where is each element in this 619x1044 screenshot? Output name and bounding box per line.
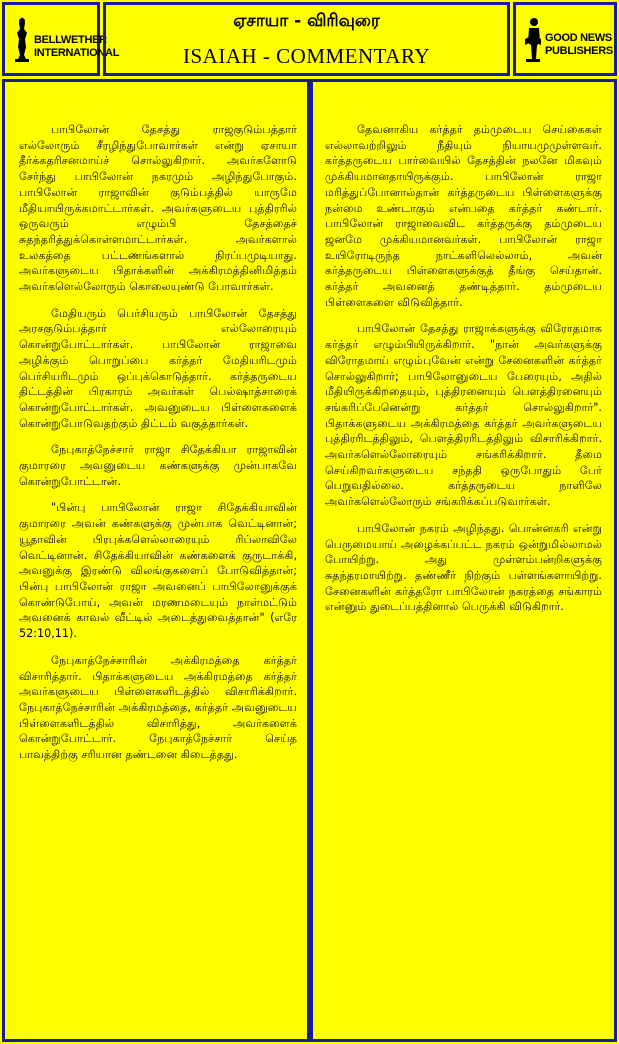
left-paragraph-5: நேபுகாத்நேச்சாரின் அக்கிரமத்தை கர்த்தர் விசாரித்தார். பிதாக்களுடைய அக்கிரமத்தை கர்த்தர் அவர்களுடைய பிள்ளைகளிடத்தில் விசாரிக்கிறார். நேபுகாத்நேச்சாரின் அக்கிரமத்தை, கர்த்தர் அவனுடைய பிள்ளைகளிடத்தில் விசாரித்து, அவர்களைக் கொன்றுபோட்டார். நேபுகாத்நேச்சார் செய்த பாவத்திற்கு சரியான தண்டனை கிடைத்தது. bbox=[19, 653, 297, 762]
right-paragraph-1: தேவனாகிய கர்த்தர் தம்முடைய செய்கைகள் எல்லாவற்றிலும் நீதியும் நியாயமுமுள்ளவர். கர்த்தருடைய பார்வையில் தேசத்தின் நலனே மிகவும் முக்கியமானதாயிருக்கும். பாபிலோன் ராஜா மரித்துப்போனால்தான் கர்த்தருடைய பிள்ளைகளுக்கு நன்மை உண்டாகும் என்பதை கர்த்தர் கண்டார். பாபிலோன் ராஜாவைவிட கர்த்தருக்கு தம்முடைய ஜனமே முக்கியமானவர்கள். பாபிலோன் ராஜா உயிரோடிருந்த நாட்களிலெல்லாம், அவன் கர்த்தருடைய பிள்ளைகளுக்குத் தீங்கு செய்தான். கர்த்தர் அவனைத் தண்டித்தார். தம்முடைய பிள்ளைகளை விடுவித்தார். bbox=[325, 123, 602, 309]
logo-left-line2: INTERNATIONAL bbox=[34, 47, 120, 59]
title-box bbox=[103, 2, 510, 76]
right-paragraph-3: பாபிலோன் நகரம் அழிந்தது. பொன்னகரி என்று பெருமையாய் அழைக்கப்பட்ட நகரம் ஒன்றுமில்லாமல் போயிற்று. அது முள்ளம்பன்றிகளுக்கு சுதந்தரமாயிற்று. தண்ணீர் நிற்கும் பள்ளங்களாயிற்று. சேனைகளின் கர்த்தரோ பாபிலோன் நகரத்தை சங்காரம் என்னும் துடைப்பத்தினால் பெருக்கி விடுகிறார். bbox=[325, 521, 602, 614]
logo-left-line1: BELLWETHER bbox=[34, 34, 107, 46]
right-paragraph-2: பாபிலோன் தேசத்து ராஜாக்களுக்கு விரோதமாக கர்த்தர் எழும்பியிருக்கிறார். "நான் அவர்களுக்கு விரோதமாய் எழும்புவேன் என்று சேனைகளின் கர்த்தர் சொல்லுகிறார்; பாபிலோனுடைய பேரையும், அதில் மீதியிருக்கிறதையும், புத்திரனையும் பௌத்திரனையும் சங்கரிப்பேனென்று கர்த்தர் சொல்லுகிறார்". பிதாக்களுடைய அக்கிரமத்தை கர்த்தர் அவர்களுடைய புத்திரரிடத்திலும், பௌத்திரரிடத்திலும் விசாரிக்கிறார். அவர்களெல்லோரையும் சங்கரிக்கிறார். தீமை செய்கிறவர்களுடைய சந்ததி ஒருபோதும் பேர் பெறுவதில்லை. கர்த்தருடைய நாளிலே அவர்களெல்லோரும் சங்கரிக்கப்படுவார்கள். bbox=[325, 322, 602, 509]
right-text-column bbox=[310, 79, 617, 1042]
left-paragraph-4: "பின்பு பாபிலோன் ராஜா சிதேக்கியாவின் குமாரரை அவன் கண்களுக்கு முன்பாக வெட்டினான்; யூதாவின் பிரபுக்களெல்லாரையும் ரிப்லாவிலே வெட்டினான். சிதேக்கியாவின் கண்களைக் குருடாக்கி, அவனுக்கு இரண்டு விலங்குகளைப் போடுவித்தான்; பின்பு பாபிலோன் ராஜா அவனைப் பாபிலோனுக்குக் கொண்டுபோய், அவன் மரணமடையும் நாள்மட்டும் அவனைக் காவல் வீட்டில் அடைத்துவைத்தான்" (எரே 52:10,11). bbox=[19, 501, 297, 641]
page-title-tamil: ஏசாயா - விரிவுரை bbox=[233, 11, 380, 31]
bellwether-ram-icon bbox=[13, 15, 31, 65]
logo-right-line2: PUBLISHERS bbox=[545, 45, 613, 57]
logo-right-line1: GOOD NEWS bbox=[545, 32, 612, 44]
left-paragraph-1: பாபிலோன் தேசத்து ராஜகுடும்பத்தார் எல்லோரும் சீரழிந்துபோவார்கள் என்று ஏசாயா தீர்க்கதரிசனமாய்ச் சொல்லுகிறார். அவர்களோடு சேர்ந்து பாபிலோன் நகரமும் அழிந்துபோகும். பாபிலோன் ராஜாவின் குடும்பத்தில் யாருமே மீதியாயிருக்கமாட்டார்கள். அவர்களுடைய புத்திரரில் ஒருவரும் எழும்பி தேசத்தைச் சுதந்தரித்துக்கொள்ளமாட்டார்கள். அவர்களால் உலகத்தை பட்டணங்களால் நிரப்பமுடியாது. அவர்களுடைய பிதாக்களின் அக்கிரமத்தினிமித்தம் அவர்களெல்லோரும் கொலையுண்டு போவார்கள். bbox=[19, 123, 297, 294]
publisher-logo-box-right bbox=[513, 2, 617, 76]
good-news-logo bbox=[524, 15, 613, 65]
book-reader-icon bbox=[524, 15, 542, 65]
left-paragraph-2: மேதியரும் பெர்சியரும் பாபிலோன் தேசத்து அரசகுடும்பத்தார் எல்லோரையும் கொன்றுபோட்டார்கள். பாபிலோன் ராஜாவை அழிக்கும் பொறுப்பை கர்த்தர் மேதியரிடமும் பெர்சியரிடமும் ஒப்புக்கொடுத்தார். கர்த்தருடைய திட்டத்தின் பிரகாரம் அவர்கள் பெல்ஷாத்சாரைக் கொன்றுபோட்டார்கள். அவனுடைய பிள்ளைகளைக் கொன்றுபோடுவதற்கும் திட்டம் வகுத்தார்கள். bbox=[19, 306, 297, 430]
page-title-english: ISAIAH - COMMENTARY bbox=[183, 44, 430, 68]
publisher-logo-box bbox=[2, 2, 120, 76]
left-text-column bbox=[2, 79, 310, 1042]
left-paragraph-3: நேபுகாத்நேச்சார் ராஜா சிதேக்கியா ராஜாவின் குமாரரை அவனுடைய கண்களுக்கு முன்பாகவே கொன்றுபோட்டான். bbox=[19, 443, 297, 488]
